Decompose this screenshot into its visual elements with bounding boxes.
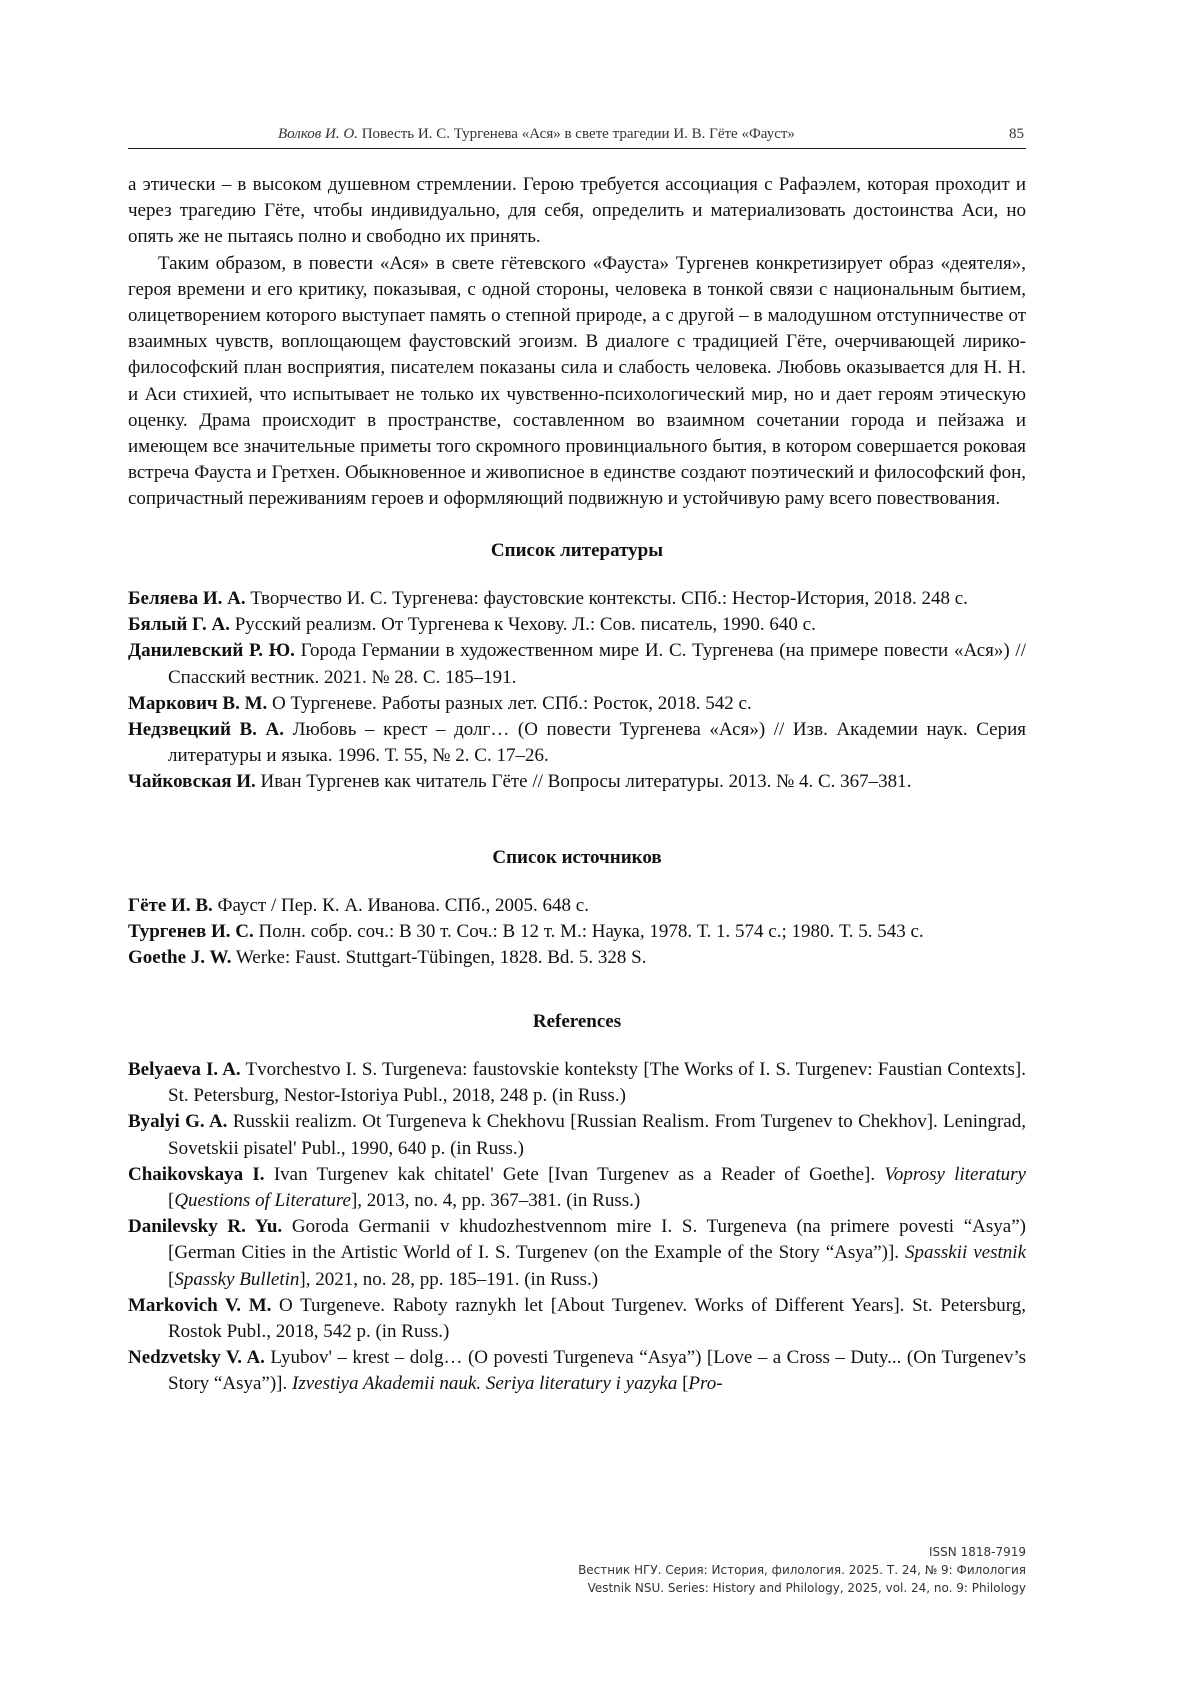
source-item <box>128 919 1026 945</box>
ref-author: Беляева И. А. <box>128 588 246 609</box>
running-head-article-title: Повесть И. С. Тургенева «Ася» в свете трагедии И. В. Гёте «Фауст» <box>361 126 795 142</box>
reference-item <box>128 1293 1026 1345</box>
references-heading: References <box>532 1011 622 1032</box>
ref-text: Фауст / Пер. К. А. Иванова. СПб., 2005. 648 с. <box>212 895 589 916</box>
literature-item <box>128 769 1026 795</box>
ref-author: Тургенев И. С. <box>128 921 254 943</box>
ref-journal: Spasskii vestnik <box>905 1242 1027 1264</box>
ref-text: Werke: Faust. Stuttgart-Tübingen, 1828. Bd. 5. 328 S. <box>231 947 647 969</box>
reference-item <box>128 1057 1026 1109</box>
ref-author: Маркович В. М. <box>128 692 268 714</box>
footer-journal-en: Vestnik NSU. Series: History and Philology, 2025, vol. 24, no. 9: Philology <box>587 1581 1026 1595</box>
ref-journal-translation: Questions of Literature <box>174 1190 351 1212</box>
ref-journal-translation: Spassky Bulletin <box>174 1268 300 1290</box>
reference-item <box>128 1162 1026 1214</box>
ref-text: Иван Тургенев как читатель Гёте // Вопросы литературы. 2013. № 4. С. 367–381. <box>255 771 912 793</box>
ref-text: Полн. собр. соч.: В 30 т. Соч.: В 12 т. М.: Наука, 1978. Т. 1. 574 с.; 1980. Т. 5. 543 с. <box>253 921 924 943</box>
ref-text: Русский реализм. От Тургенева к Чехову. Л.: Сов. писатель, 1990. 640 с. <box>229 614 816 636</box>
running-head-title <box>278 126 795 143</box>
reference-item <box>128 1214 1026 1293</box>
ref-author: Бялый Г. А. <box>128 614 230 636</box>
ref-author: Чайковская И. <box>128 771 256 793</box>
footer-journal-ru: Вестник НГУ. Серия: История, филология. 2025. Т. 24, № 9: Филология <box>578 1563 1026 1577</box>
ref-text: ], 2013, no. 4, pp. 367–381. (in Russ.) <box>350 1190 641 1212</box>
reference-item <box>128 1345 1026 1397</box>
ref-text: [ <box>168 1268 175 1290</box>
references-list <box>128 1057 1026 1398</box>
ref-author: Nedzvetsky V. A. <box>128 1347 265 1369</box>
literature-item <box>128 612 1026 638</box>
ref-text: Любовь – крест – долг… (О повести Тургенева «Ася») // Изв. Академии наук. Серия литературы и языка. 1996. Т. 55, № 2. С. 17–26. <box>168 719 1026 767</box>
ref-author: Byalyi G. A. <box>128 1111 228 1133</box>
ref-text: O Turgeneve. Raboty raznykh let [About Turgenev. Works of Different Years]. St. Petersburg, Rostok Publ., 2018, 542 p. (in Russ.) <box>168 1294 1027 1343</box>
ref-journal-translation: Pro- <box>688 1373 723 1395</box>
ref-text: [ <box>677 1373 689 1395</box>
reference-item <box>128 1109 1026 1161</box>
ref-author: Belyaeva I. A. <box>128 1059 241 1080</box>
ref-journal: Izvestiya Akademii nauk. Seriya literatury i yazyka <box>292 1373 678 1395</box>
journal-footer <box>578 1543 1026 1597</box>
ref-text: О Тургеневе. Работы разных лет. СПб.: Росток, 2018. 542 с. <box>267 692 752 714</box>
ref-author: Goethe J. W. <box>128 947 232 969</box>
source-item <box>128 893 1026 919</box>
source-item <box>128 945 1026 971</box>
literature-item <box>128 586 1026 612</box>
body-paragraph-2: Таким образом, в повести «Ася» в свете гётевского «Фауста» Тургенев конкретизирует образ «деятеля», героя времени и его критику, показывая, с одной стороны, человека в тонкой связи с национальным бытием, олицетворением которого выступает память о степной природе, а с другой – в малодушном отступничестве от взаимных чувств, воплощающем фаустовский эгоизм. В диалоге с традицией Гёте, очерчивающей лирико-философский план восприятия, писателем показаны сила и слабость человека. Любовь оказывается для Н. Н. и Аси стихией, что испытывает не только их чувственно-психологический мир, но и дает героям этическую оценку. Драма происходит в пространстве, составленном во взаимном сочетании города и пейзажа и имеющем все значительные приметы того скромного провинциального бытия, в котором совершается роковая встреча Фауста и Гретхен. Обыкновенное и живописное в единстве создают поэтический и философский фон, сопричастный переживаниям героев и оформляющий подвижную и устойчивую раму всего повествования. <box>128 252 1026 510</box>
footer-issn: ISSN 1818-7919 <box>929 1545 1026 1559</box>
ref-text: Ivan Turgenev kak chitatel' Gete [Ivan Turgenev as a Reader of Goethe]. <box>264 1163 885 1185</box>
ref-author: Гёте И. В. <box>128 895 213 916</box>
sources-list <box>128 893 1026 972</box>
ref-author: Markovich V. M. <box>128 1294 272 1316</box>
ref-author: Danilevsky R. Yu. <box>128 1216 283 1238</box>
ref-author: Недзвецкий В. А. <box>128 719 284 741</box>
ref-text: Lyubov' – krest – dolg… (O povesti Turgeneva “Asya”) [Love – a Cross – Duty... (On Turgenev’s Story “Asya”)]. <box>168 1347 1027 1395</box>
ref-text: Города Германии в художественном мире И. С. Тургенева (на примере повести «Ася») // Спасский вестник. 2021. № 28. С. 185–191. <box>168 640 1026 688</box>
body-paragraph-1: а этически – в высоком душевном стремлении. Герою требуется ассоциация с Рафаэлем, которая проходит и через трагедию Гёте, чтобы индивидуально, для себя, определить и материализовать достоинства Аси, но опять же не пытаясь полно и свободно их принять. <box>128 174 1026 248</box>
ref-text: Tvorchestvo I. S. Turgeneva: faustovskie konteksty [The Works of I. S. Turgenev: Faustian Contexts]. St. Petersburg, Nestor-Istoriya Publ., 2018, 248 p. (in Russ.) <box>168 1059 1026 1107</box>
ref-text: Goroda Germanii v khudozhestvennom mire I. S. Turgeneva (na primere povesti “Asya”) [German Cities in the Artistic World of I. S. Turgenev (on the Example of the Story “Asya”)]. <box>168 1216 1026 1264</box>
ref-text: Творчество И. С. Тургенева: фаустовские контексты. СПб.: Нестор-История, 2018. 248 с. <box>245 588 968 609</box>
page-number: 85 <box>1009 126 1024 142</box>
literature-list <box>128 586 1026 796</box>
ref-author: Данилевский Р. Ю. <box>128 640 295 662</box>
ref-journal: Voprosy literatury <box>884 1163 1026 1185</box>
literature-item <box>128 638 1026 690</box>
literature-heading: Список литературы <box>490 540 664 561</box>
ref-text: Russkii realizm. Ot Turgeneva k Chekhovu [Russian Realism. From Turgenev to Chekhov]. Leningrad, Sovetskii pisatel' Publ., 1990, 640 p. (in Russ.) <box>168 1111 1026 1159</box>
ref-text: ], 2021, no. 28, pp. 185–191. (in Russ.) <box>299 1268 599 1290</box>
running-head-author: Волков И. О. <box>278 126 358 142</box>
ref-text: [ <box>168 1190 175 1212</box>
ref-author: Chaikovskaya I. <box>128 1163 265 1185</box>
body-text <box>128 172 1026 513</box>
running-head <box>128 126 1026 149</box>
literature-item <box>128 691 1026 717</box>
literature-item <box>128 717 1026 769</box>
sources-heading: Список источников <box>492 847 662 868</box>
